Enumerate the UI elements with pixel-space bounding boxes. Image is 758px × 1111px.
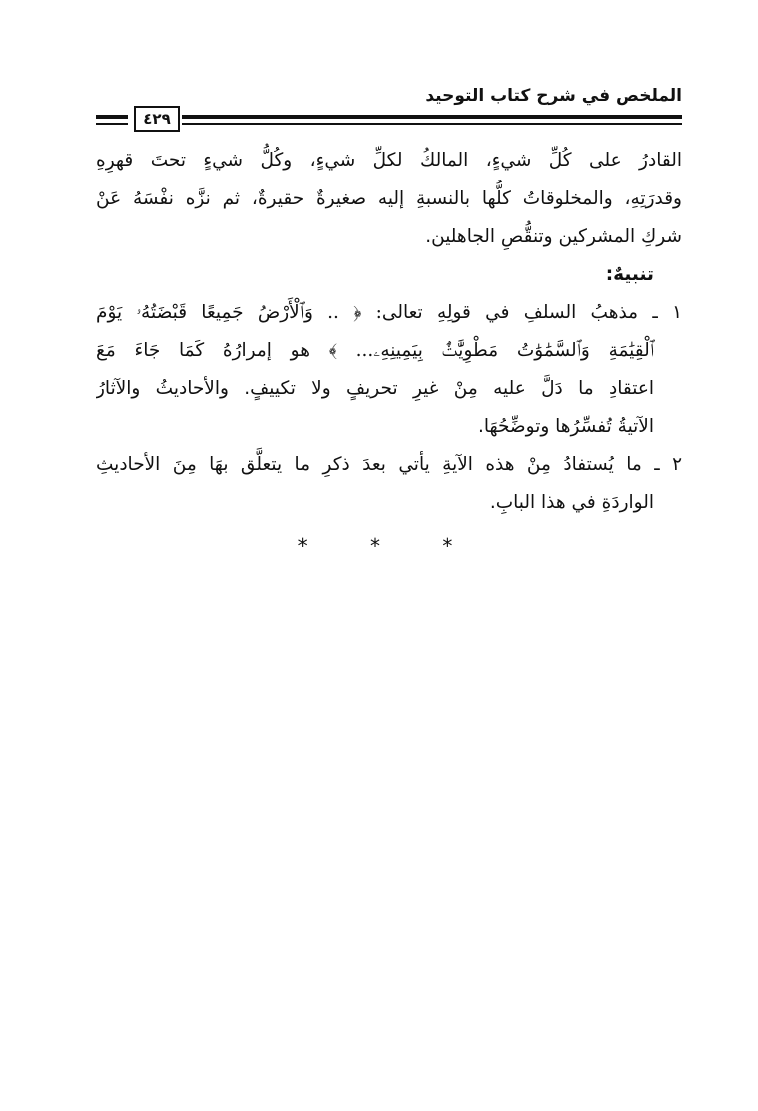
- text-line: وقدرَتِهِ، والمخلوقاتُ كلُّها بالنسبةِ إليه صغيرةٌ حقيرةٌ، ثم نزَّه نفْسَهُ عَنْ: [96, 188, 682, 209]
- text-line: شركِ المشركين وتنقُّصِ الجاهلين.: [425, 226, 682, 247]
- page-number: ٤٢٩: [134, 106, 180, 132]
- text-line: الواردَةِ في هذا البابِ.: [489, 492, 654, 513]
- header-rule-left: [96, 115, 128, 125]
- header-rule: [96, 112, 682, 130]
- page-header: [96, 84, 682, 112]
- section-heading: تنبيهٌ:: [605, 264, 654, 285]
- numbered-item-1: ١ ـ مذهبُ السلفِ في قولِهِ تعالى: ﴿ .. وَٱلْأَرْضُ جَمِيعًا قَبْضَتُهُۥ يَوْمَ: [96, 302, 682, 323]
- body-text: [96, 142, 682, 522]
- section-separator: * * *: [297, 534, 481, 558]
- running-title: الملخص في شرح كتاب التوحيد: [425, 86, 682, 106]
- text-line: الآتيةُ تُفسِّرُها وتوضِّحُهَا.: [477, 416, 654, 437]
- numbered-item-2: ٢ ـ ما يُستفادُ مِنْ هذه الآيةِ يأتي بعدَ ذكرِ ما يتعلَّق بهَا مِنَ الأحاديثِ: [96, 454, 682, 475]
- text-line: اعتقادِ ما دَلَّ عليه مِنْ غيرِ تحريفٍ ولا تكييفٍ. والأحاديثُ والآثارُ: [96, 378, 654, 399]
- text-line: القادرُ على كُلِّ شيءٍ، المالكُ لكلِّ شيءٍ، وكُلُّ شيءٍ تحتَ قهرِهِ: [96, 150, 682, 171]
- header-rule-main: [182, 115, 682, 125]
- quran-verse-line: ٱلْقِيَٰمَةِ وَٱلسَّمَٰوَٰتُ مَطْوِيَّٰتٌۢ بِيَمِينِهِۦ... ﴾ هو إمرارُهُ كَمَا جَاءَ مَعَ: [96, 340, 654, 361]
